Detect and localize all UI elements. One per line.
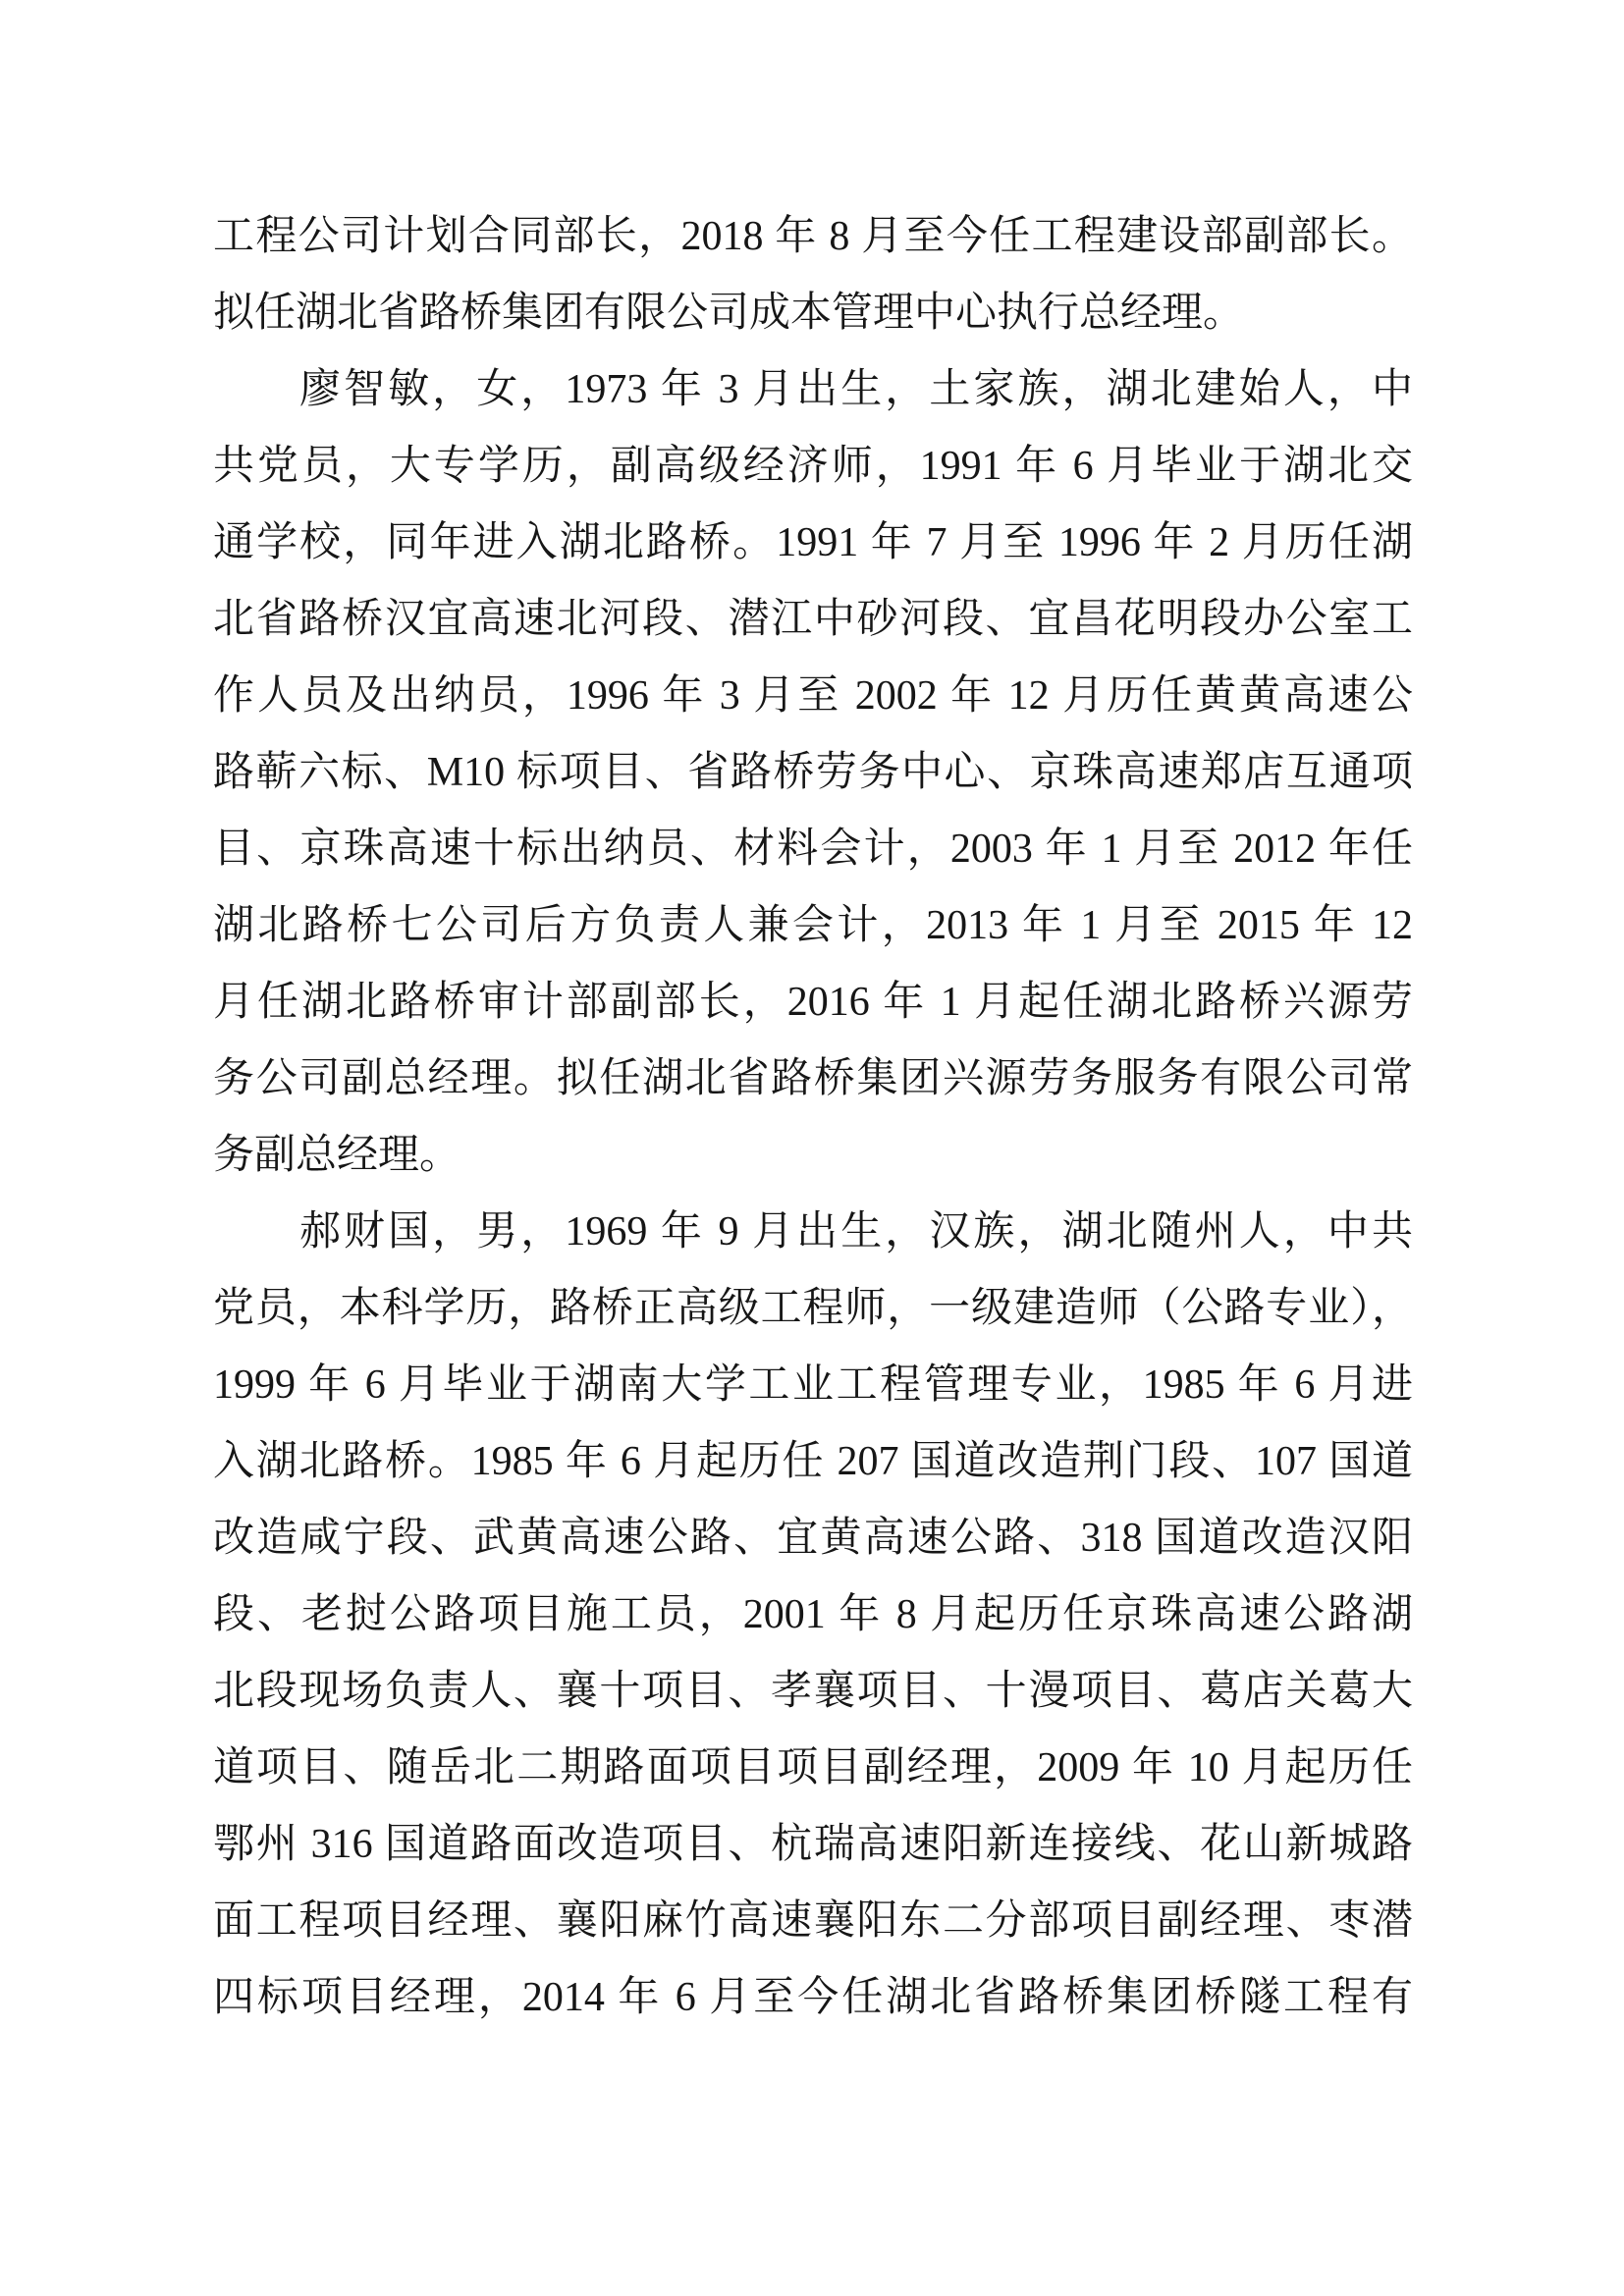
document-body (213, 198, 1413, 2036)
text-line: 郝财国，男，1969 年 9 月出生，汉族，湖北随州人，中共 (299, 1209, 1413, 1255)
text-line: 工程公司计划合同部长，2018 年 8 月至今任工程建设部副部长。 (213, 214, 1413, 259)
text-line: 北省路桥汉宜高速北河段、潜江中砂河段、宜昌花明段办公室工 (213, 597, 1413, 642)
text-line: 作人员及出纳员，1996 年 3 月至 2002 年 12 月历任黄黄高速公 (213, 673, 1413, 719)
text-line: 月任湖北路桥审计部副部长，2016 年 1 月起任湖北路桥兴源劳 (213, 980, 1413, 1025)
text-line: 鄂州 316 国道路面改造项目、杭瑞高速阳新连接线、花山新城路 (213, 1822, 1413, 1867)
text-line: 目、京珠高速十标出纳员、材料会计，2003 年 1 月至 2012 年任 (213, 827, 1413, 872)
text-line: 段、老挝公路项目施工员，2001 年 8 月起历任京珠高速公路湖 (213, 1592, 1413, 1637)
text-line: 路蕲六标、M10 标项目、省路桥劳务中心、京珠高速郑店互通项 (213, 750, 1413, 795)
text-line: 改造咸宁段、武黄高速公路、宜黄高速公路、318 国道改造汉阳 (213, 1516, 1413, 1561)
para-hao-caiguo (213, 1194, 1413, 2036)
text-line: 入湖北路桥。1985 年 6 月起历任 207 国道改造荆门段、107 国道 (213, 1439, 1413, 1484)
text-line: 拟任湖北省路桥集团有限公司成本管理中心执行总经理。 (213, 291, 1245, 336)
text-line: 通学校，同年进入湖北路桥。1991 年 7 月至 1996 年 2 月历任湖 (213, 520, 1413, 565)
para-liao-zhimin (213, 351, 1413, 1194)
text-line: 四标项目经理，2014 年 6 月至今任湖北省路桥集团桥隧工程有 (213, 1975, 1413, 2020)
text-line: 共党员，大专学历，副高级经济师，1991 年 6 月毕业于湖北交 (213, 444, 1413, 489)
text-line: 廖智敏，女，1973 年 3 月出生，土家族，湖北建始人，中 (299, 367, 1413, 412)
text-line: 道项目、随岳北二期路面项目项目副经理，2009 年 10 月起历任 (213, 1745, 1413, 1790)
text-line: 1999 年 6 月毕业于湖南大学工业工程管理专业，1985 年 6 月进 (213, 1362, 1413, 1408)
text-line: 湖北路桥七公司后方负责人兼会计，2013 年 1 月至 2015 年 12 (213, 903, 1413, 948)
text-line: 北段现场负责人、襄十项目、孝襄项目、十漫项目、葛店关葛大 (213, 1669, 1413, 1714)
text-line: 党员，本科学历，路桥正高级工程师，一级建造师（公路专业）， (213, 1286, 1413, 1331)
text-line: 面工程项目经理、襄阳麻竹高速襄阳东二分部项目副经理、枣潜 (213, 1898, 1413, 1944)
text-line: 务副总经理。 (213, 1133, 461, 1178)
para-continuation (213, 198, 1413, 351)
text-line: 务公司副总经理。拟任湖北省路桥集团兴源劳务服务有限公司常 (213, 1056, 1413, 1101)
